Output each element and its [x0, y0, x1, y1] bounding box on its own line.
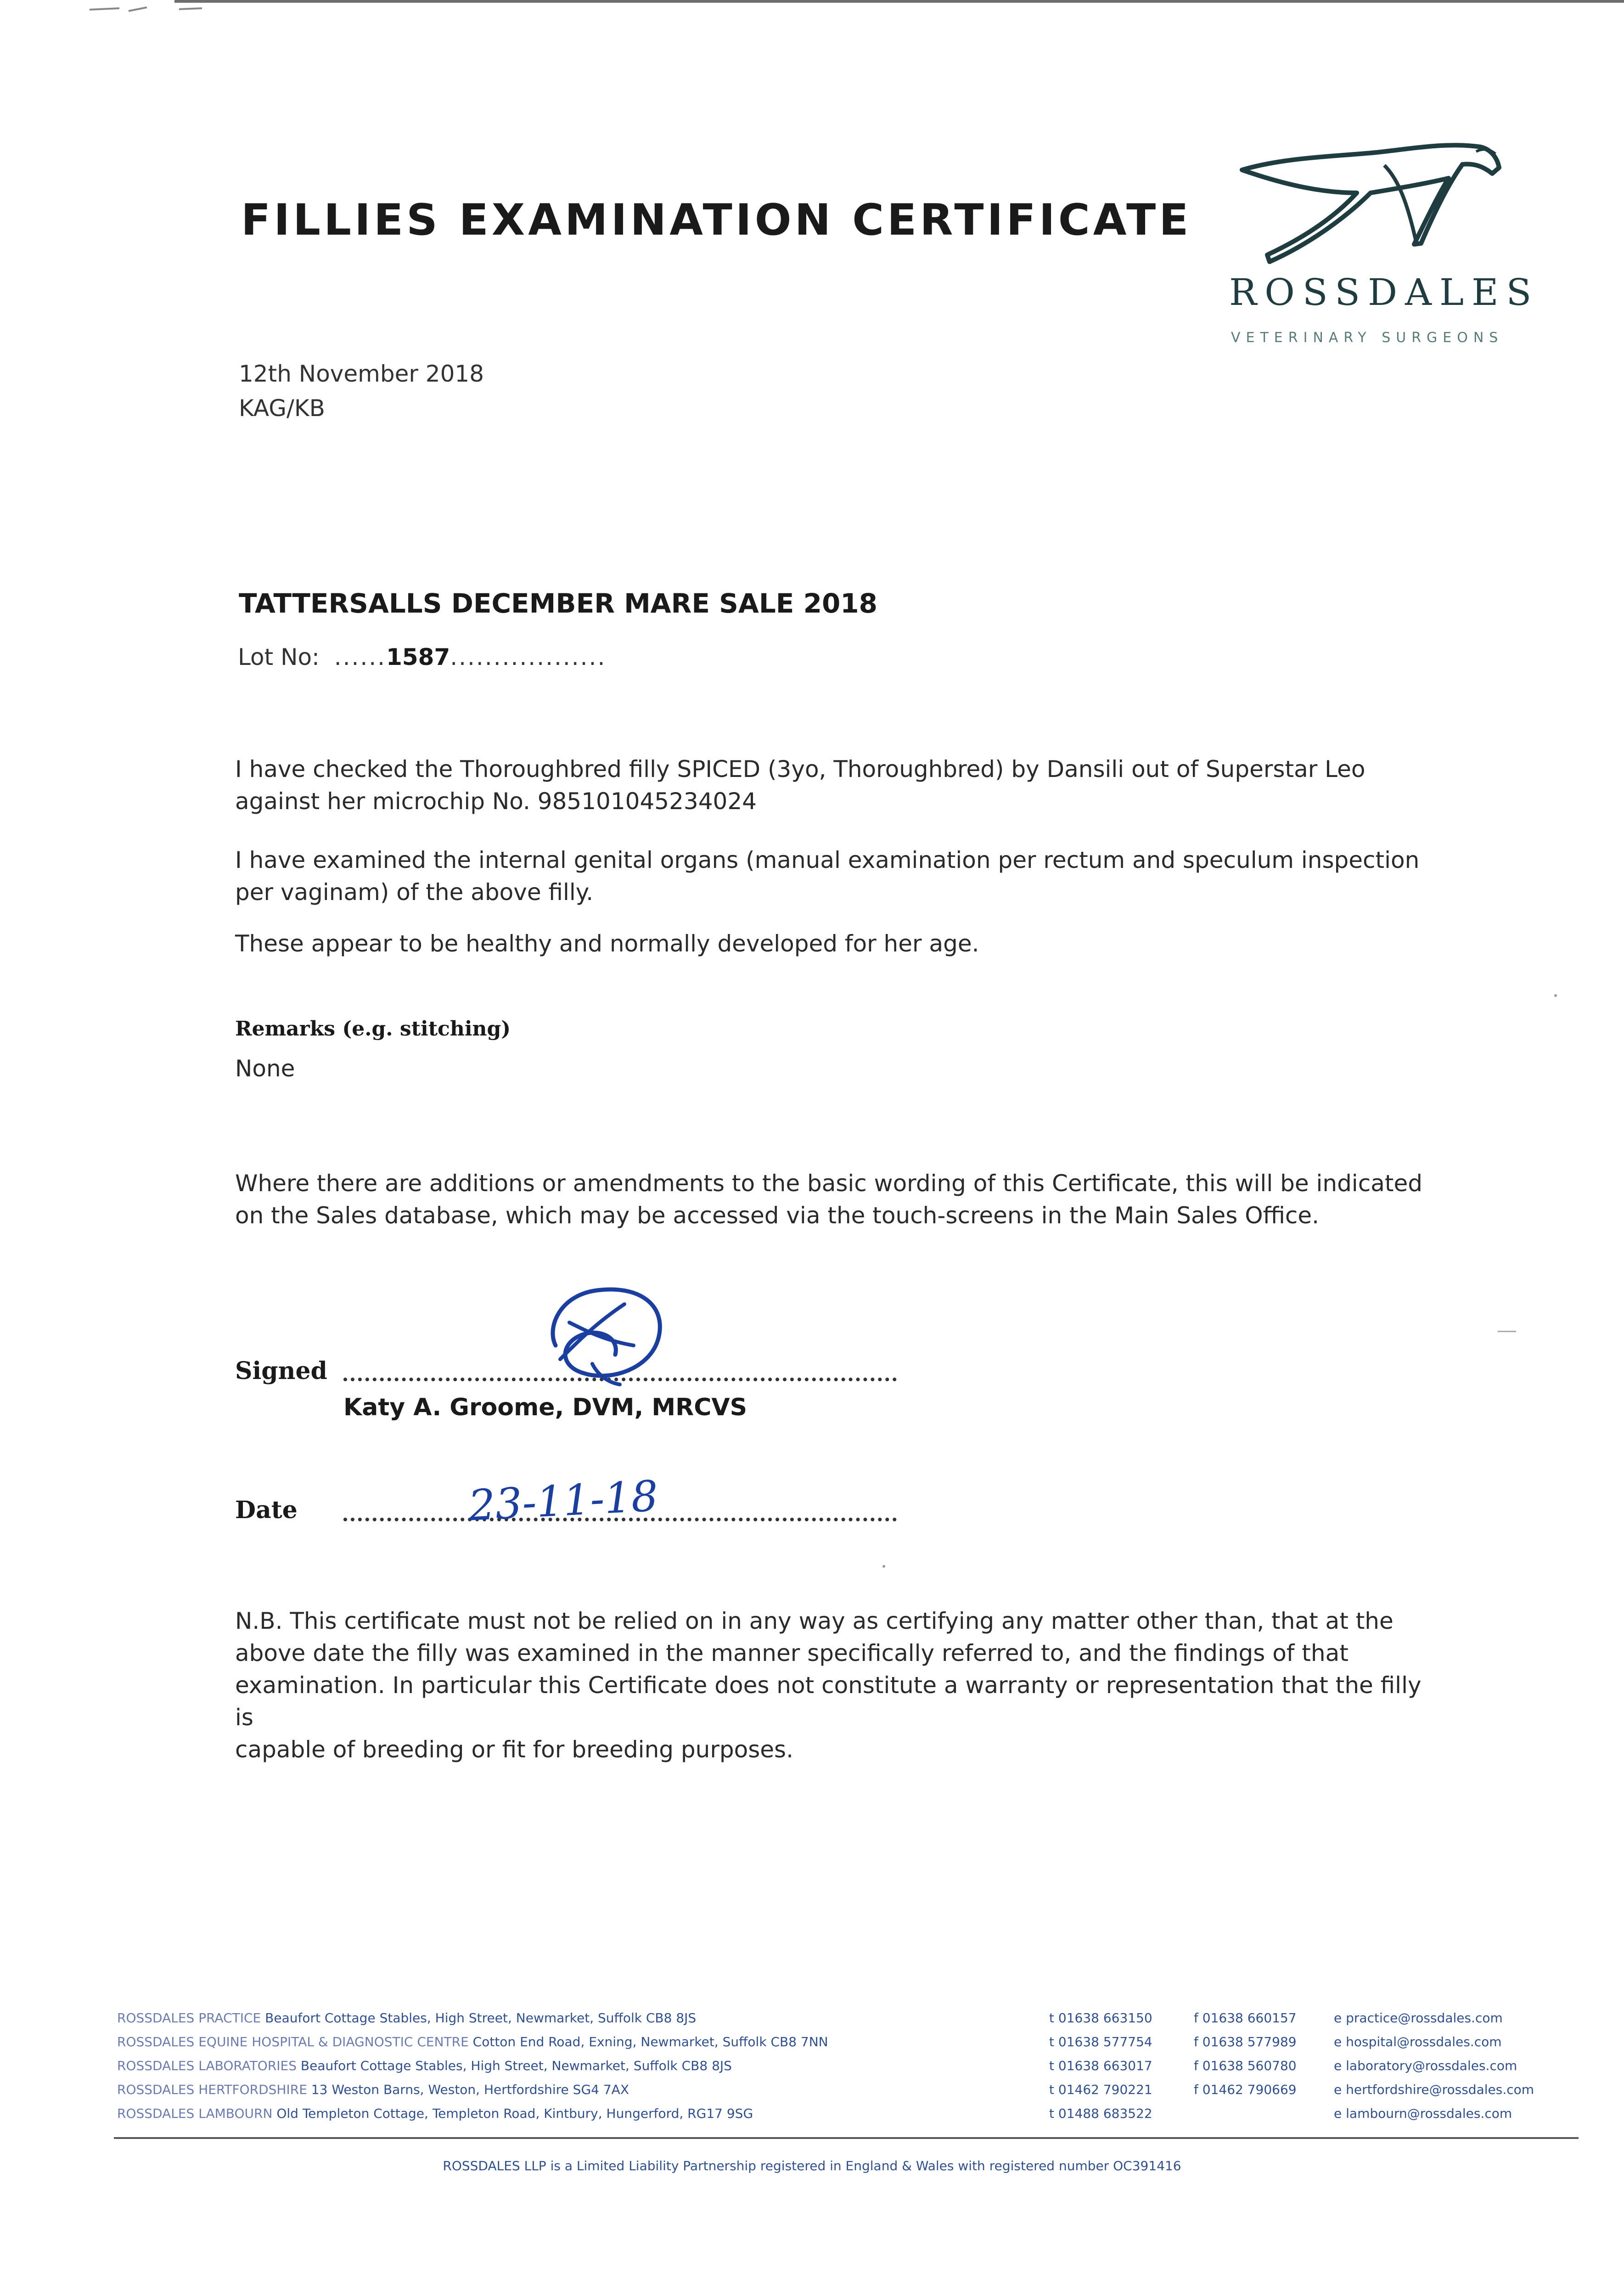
- nb-line-4: capable of breeding or fit for breeding purposes.: [235, 1736, 793, 1763]
- scan-speck: [1554, 994, 1557, 997]
- brand-name: ROSSDALES: [1229, 271, 1540, 314]
- sale-title: TATTERSALLS DECEMBER MARE SALE 2018: [239, 588, 878, 619]
- horse-logo-icon: [1233, 138, 1504, 276]
- exam-line-1: I have examined the internal genital organs (manual examination per rectum and speculum inspection: [235, 847, 1420, 873]
- footer-legal-notice: ROSSDALES LLP is a Limited Liability Partnership registered in England & Wales with registered number OC391416: [443, 2158, 1181, 2173]
- scan-artifact: [87, 3, 207, 17]
- office-phone: t 01488 683522: [1049, 2106, 1152, 2121]
- certificate-title: FILLIES EXAMINATION CERTIFICATE: [241, 195, 1192, 245]
- nb-paragraph: [235, 1605, 1438, 1766]
- office-fax: f 01638 660157: [1194, 2010, 1297, 2026]
- issue-date: 12th November 2018: [239, 360, 484, 387]
- signer-name: Katy A. Groome, DVM, MRCVS: [343, 1394, 747, 1421]
- handwritten-signature: [528, 1277, 680, 1396]
- nb-line-3: examination. In particular this Certificate does not constitute a warranty or representation that the filly is: [235, 1672, 1422, 1731]
- office-phone: t 01638 663150: [1049, 2010, 1152, 2026]
- examination-paragraph: [235, 844, 1429, 908]
- remarks-label: Remarks (e.g. stitching): [235, 1017, 511, 1041]
- handwritten-date: 23-11-18: [467, 1471, 659, 1531]
- lot-label: Lot No:: [238, 644, 320, 670]
- check-line-1: I have checked the Thoroughbred filly SPICED (3yo, Thoroughbred) by Dansili out of Superstar Leo: [235, 756, 1366, 782]
- lot-number-line: [238, 644, 606, 670]
- office-email: e practice@rossdales.com: [1334, 2010, 1503, 2026]
- office-name: ROSSDALES LAMBOURN Old Templeton Cottage, Templeton Road, Kintbury, Hungerford, RG17 9SG: [117, 2106, 753, 2121]
- office-name: ROSSDALES LABORATORIES Beaufort Cottage Stables, High Street, Newmarket, Suffolk CB8 8JS: [117, 2058, 732, 2073]
- exam-line-2: per vaginam) of the above filly.: [235, 879, 594, 906]
- office-fax: f 01638 560780: [1194, 2058, 1297, 2073]
- amend-line-2: on the Sales database, which may be accessed via the touch-screens in the Main Sales Office.: [235, 1202, 1320, 1229]
- office-name: ROSSDALES EQUINE HOSPITAL & DIAGNOSTIC CENTRE Cotton End Road, Exning, Newmarket, Suffolk CB8 7NN: [117, 2034, 828, 2049]
- date-label: Date: [235, 1496, 298, 1524]
- office-phone: t 01638 577754: [1049, 2034, 1152, 2049]
- nb-line-2: above date the filly was examined in the manner specifically referred to, and the findings of that: [235, 1640, 1349, 1666]
- amendments-paragraph: [235, 1167, 1429, 1232]
- check-line-2: against her microchip No. 985101045234024: [235, 788, 757, 815]
- rossdales-logo: [1219, 133, 1540, 363]
- scan-speck: [882, 1565, 885, 1568]
- footer-divider: [114, 2137, 1579, 2139]
- microchip-check-paragraph: [235, 753, 1429, 817]
- scan-mark: [1498, 1331, 1516, 1332]
- amend-line-1: Where there are additions or amendments to the basic wording of this Certificate, this will be indicated: [235, 1170, 1422, 1197]
- office-phone: t 01462 790221: [1049, 2082, 1152, 2097]
- office-email: e laboratory@rossdales.com: [1334, 2058, 1517, 2073]
- office-phone: t 01638 663017: [1049, 2058, 1152, 2073]
- office-email: e lambourn@rossdales.com: [1334, 2106, 1512, 2121]
- office-name: ROSSDALES PRACTICE Beaufort Cottage Stables, High Street, Newmarket, Suffolk CB8 8JS: [117, 2010, 697, 2026]
- lot-dots-before: ......: [334, 644, 387, 670]
- health-statement: These appear to be healthy and normally developed for her age.: [235, 930, 979, 957]
- office-name: ROSSDALES HERTFORDSHIRE 13 Weston Barns, Weston, Hertfordshire SG4 7AX: [117, 2082, 629, 2097]
- lot-number: 1587: [386, 644, 450, 670]
- nb-line-1: N.B. This certificate must not be relied on in any way as certifying any matter other than, that at the: [235, 1608, 1394, 1634]
- reference-code: KAG/KB: [239, 395, 325, 422]
- top-edge-rule: [174, 0, 1624, 3]
- lot-dots-after: ..................: [450, 644, 607, 670]
- office-email: e hertfordshire@rossdales.com: [1334, 2082, 1534, 2097]
- remarks-value: None: [235, 1055, 295, 1082]
- office-email: e hospital@rossdales.com: [1334, 2034, 1502, 2049]
- brand-subtitle: VETERINARY SURGEONS: [1231, 330, 1504, 346]
- office-fax: f 01638 577989: [1194, 2034, 1297, 2049]
- office-fax: f 01462 790669: [1194, 2082, 1297, 2097]
- signed-label: Signed: [235, 1357, 327, 1385]
